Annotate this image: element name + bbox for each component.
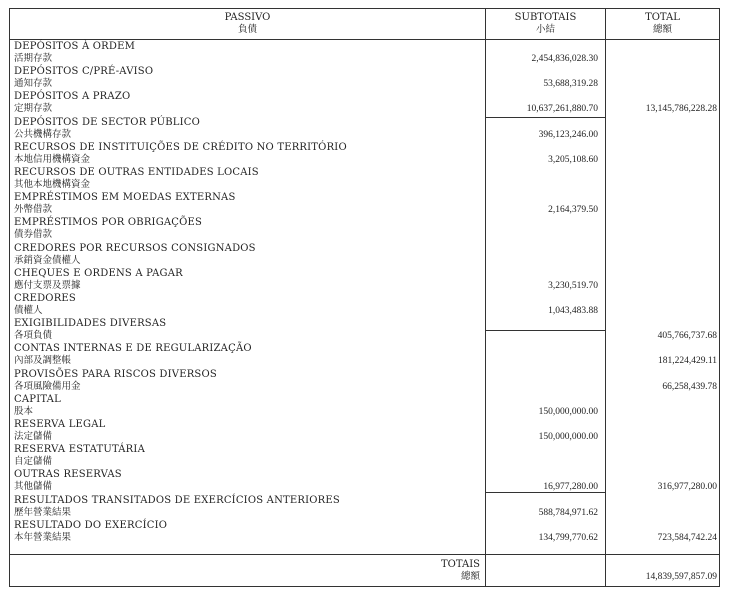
totals-value: 14,839,597,857.09 — [645, 572, 717, 582]
row-label-pt: OUTRAS RESERVAS — [14, 469, 122, 481]
row-subtotal: 150,000,000.00 — [538, 432, 598, 442]
row-label-zh: 其他儲備 — [14, 481, 53, 493]
header-total — [606, 12, 719, 36]
row-label-zh: 股本 — [14, 405, 34, 417]
row-total: 405,766,737.68 — [657, 331, 717, 342]
row-subtotal: 134,799,770.62 — [538, 532, 598, 543]
row-label-pt: EMPRÉSTIMOS EM MOEDAS EXTERNAS — [14, 192, 236, 204]
row-subtotal: 150,000,000.00 — [538, 406, 598, 417]
subtotal-underline — [485, 117, 605, 118]
row-label-zh: 債券借款 — [14, 229, 53, 241]
header-subtotais-zh: 小結 — [535, 24, 555, 35]
header-subtotais-pt: SUBTOTAIS — [514, 12, 577, 23]
row-label-pt: CREDORES — [14, 293, 76, 304]
row-label-pt: RESULTADOS TRANSITADOS DE EXERCÍCIOS ANTERIORES — [14, 494, 340, 506]
row-label-zh: 自定儲備 — [14, 456, 53, 468]
row-label-pt: DEPÓSITOS DE SECTOR PÚBLICO — [14, 116, 200, 128]
header-passivo — [10, 12, 485, 36]
row-label-zh: 公共機構存款 — [14, 128, 72, 140]
column-divider-subtotals — [485, 8, 486, 587]
row-subtotal: 588,784,971.62 — [538, 507, 598, 518]
row-total: 13,145,786,228.28 — [645, 104, 717, 115]
row-label-zh: 承銷資金債權人 — [14, 254, 81, 266]
row-subtotal: 2,164,379.50 — [548, 205, 598, 216]
totals-label-zh: 總額 — [460, 571, 480, 582]
row-label-pt: EMPRÉSTIMOS POR OBRIGAÇÕES — [14, 217, 203, 229]
totals-rule — [9, 554, 720, 555]
row-label-pt: PROVISÕES PARA RISCOS DIVERSOS — [14, 368, 217, 380]
row-label-pt: RECURSOS DE INSTITUIÇÕES DE CRÉDITO NO TERRITÓRIO — [14, 141, 347, 153]
header-total-pt: TOTAL — [645, 12, 680, 23]
row-subtotal: 3,230,519.70 — [548, 280, 598, 291]
row-label-zh: 各項負債 — [14, 330, 53, 342]
totals-label — [441, 559, 480, 583]
subtotal-underline — [485, 330, 605, 331]
row-subtotal: 396,123,246.00 — [538, 129, 598, 140]
row-subtotal: 3,205,108.60 — [548, 154, 598, 165]
row-label-pt: RESULTADO DO EXERCÍCIO — [14, 519, 168, 531]
row-label-zh: 本年營業結果 — [14, 531, 72, 543]
row-label-pt: DEPÓSITOS C/PRÉ-AVISO — [14, 66, 154, 78]
row-label-zh: 各項風險備用金 — [14, 380, 81, 392]
row-label-zh: 本地信用機構資金 — [14, 153, 91, 165]
row-label-pt: DEPÓSITOS À ORDEM — [14, 41, 136, 52]
row-total: 66,258,439.78 — [662, 381, 717, 392]
row-label-pt: DEPÓSITOS A PRAZO — [14, 91, 131, 103]
row-label-zh: 活期存款 — [14, 53, 53, 64]
row-label-pt: CREDORES POR RECURSOS CONSIGNADOS — [14, 242, 256, 254]
row-subtotal: 53,688,319.28 — [543, 79, 598, 90]
header-passivo-pt: PASSIVO — [224, 12, 271, 23]
header-passivo-zh: 負債 — [237, 24, 257, 35]
row-label-pt: RESERVA LEGAL — [14, 419, 106, 430]
row-label-pt: CAPITAL — [14, 393, 61, 405]
row-label-pt: RECURSOS DE OUTRAS ENTIDADES LOCAIS — [14, 167, 259, 178]
row-label-zh: 其他本地機構資金 — [14, 179, 91, 190]
row-label-zh: 應付支票及票據 — [14, 279, 81, 291]
row-label-zh: 內部及調整帳 — [14, 355, 72, 367]
row-total: 181,224,429.11 — [657, 356, 717, 367]
header-subtotais — [486, 12, 605, 36]
row-subtotal: 16,977,280.00 — [543, 482, 598, 493]
row-label-pt: RESERVA ESTATUTÁRIA — [14, 444, 145, 456]
row-label-pt: CONTAS INTERNAS E DE REGULARIZAÇÃO — [14, 343, 252, 355]
row-total: 316,977,280.00 — [657, 482, 717, 493]
row-label-zh: 通知存款 — [14, 78, 53, 90]
row-total: 723,584,742.24 — [657, 532, 717, 543]
row-label-pt: EXIGIBILIDADES DIVERSAS — [14, 318, 167, 330]
header-rule — [9, 39, 720, 40]
row-subtotal: 10,637,261,880.70 — [526, 104, 598, 115]
row-subtotal: 2,454,836,028.30 — [531, 54, 598, 64]
row-label-zh: 定期存款 — [14, 103, 53, 115]
row-label-zh: 債權人 — [14, 305, 43, 316]
totals-label-pt: TOTAIS — [440, 559, 480, 570]
row-subtotal: 1,043,483.88 — [548, 306, 598, 316]
row-label-zh: 歷年營業結果 — [14, 506, 72, 518]
row-label-pt: CHEQUES E ORDENS A PAGAR — [14, 267, 183, 279]
header-total-zh: 總額 — [652, 24, 672, 35]
row-label-zh: 法定儲備 — [14, 431, 53, 442]
row-label-zh: 外幣借款 — [14, 204, 53, 216]
column-divider-total — [605, 8, 606, 587]
